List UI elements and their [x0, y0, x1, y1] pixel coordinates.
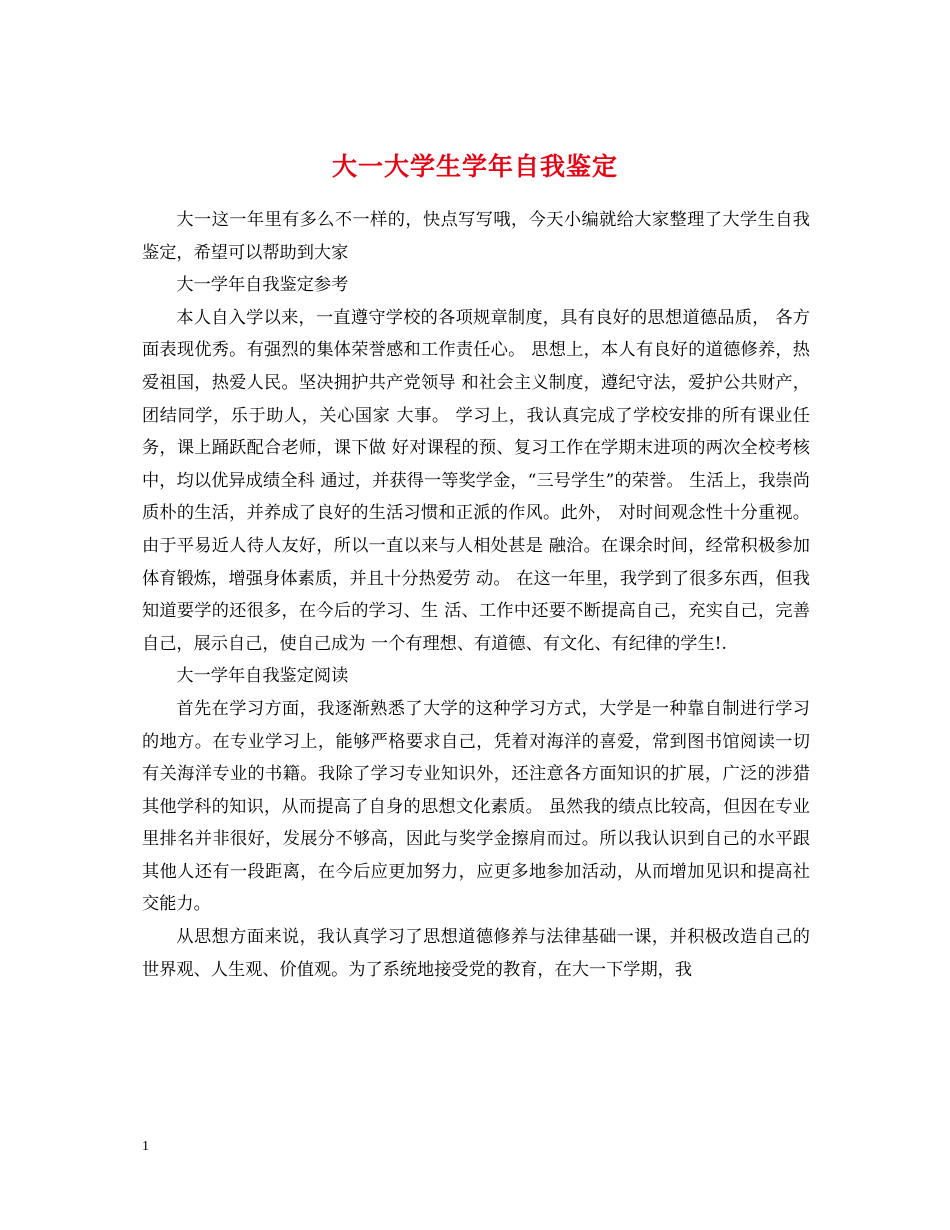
page-number: 1: [142, 1139, 149, 1154]
document-title: 大一大学生学年自我鉴定: [331, 151, 618, 181]
study-paragraph: 首先在学习方面，我逐渐熟悉了大学的这种学习方式，大学是一种靠自制进行学习的地方。在专业学习上，能够严格要求自己，凭着对海洋的喜爱，常到图书馆阅读一切有关海洋专业的书籍。我除了学习专业知识外，还注意各方面知识的扩展，广泛的涉猎其他学科的知识，从而提高了自身的思想文化素质。 虽然我的绩点比较高，但因在专业里排名并非很好，发展分不够高，因此与奖学金擦肩而过。所以我认识到自己的水平跟其他人还有一段距离，在今后应更加努力，应更多地参加活动，从而增加见识和提高社交能力。: [142, 698, 810, 915]
intro-paragraph: 大一这一年里有多么不一样的，快点写写哦，今天小编就给大家整理了大学生自我鉴定，希望可以帮助到大家: [142, 210, 810, 263]
section-heading-reading: 大一学年自我鉴定阅读: [176, 666, 349, 687]
document-body: [142, 204, 810, 986]
reference-paragraph: 本人自入学以来，一直遵守学校的各项规章制度，具有良好的思想道德品质， 各方面表现优秀。有强烈的集体荣誉感和工作责任心。 思想上，本人有良好的道德修养，热爱祖国，热爱人民。坚决拥护共产党领导 和社会主义制度，遵纪守法，爱护公共财产，团结同学，乐于助人，关心国家 大事。 学习上，我认真完成了学校安排的所有课业任务，课上踊跃配合老师，课下做 好对课程的预、复习工作在学期末进项的两次全校考核中，均以优异成绩全科 通过，并获得一等奖学金，“三号学生”的荣誉。 生活上，我崇尚质朴的生活，并养成了良好的生活习惯和正派的作风。此外， 对时间观念性十分重视。由于平易近人待人友好，所以一直以来与人相处甚是 融洽。在课余时间，经常积极参加体育锻炼，增强身体素质，并且十分热爱劳 动。 在这一年里，我学到了很多东西，但我知道要学的还很多，在今后的学习、生 活、工作中还要不断提高自己，充实自己，完善自己，展示自己，使自己成为 一个有理想、有道德、有文化、有纪律的学生!.: [142, 307, 810, 654]
thought-paragraph: 从思想方面来说，我认真学习了思想道德修养与法律基础一课，并积极改造自己的世界观、人生观、价值观。为了系统地接受党的教育，在大一下学期，我: [142, 927, 810, 980]
section-heading-reference: 大一学年自我鉴定参考: [176, 275, 349, 296]
